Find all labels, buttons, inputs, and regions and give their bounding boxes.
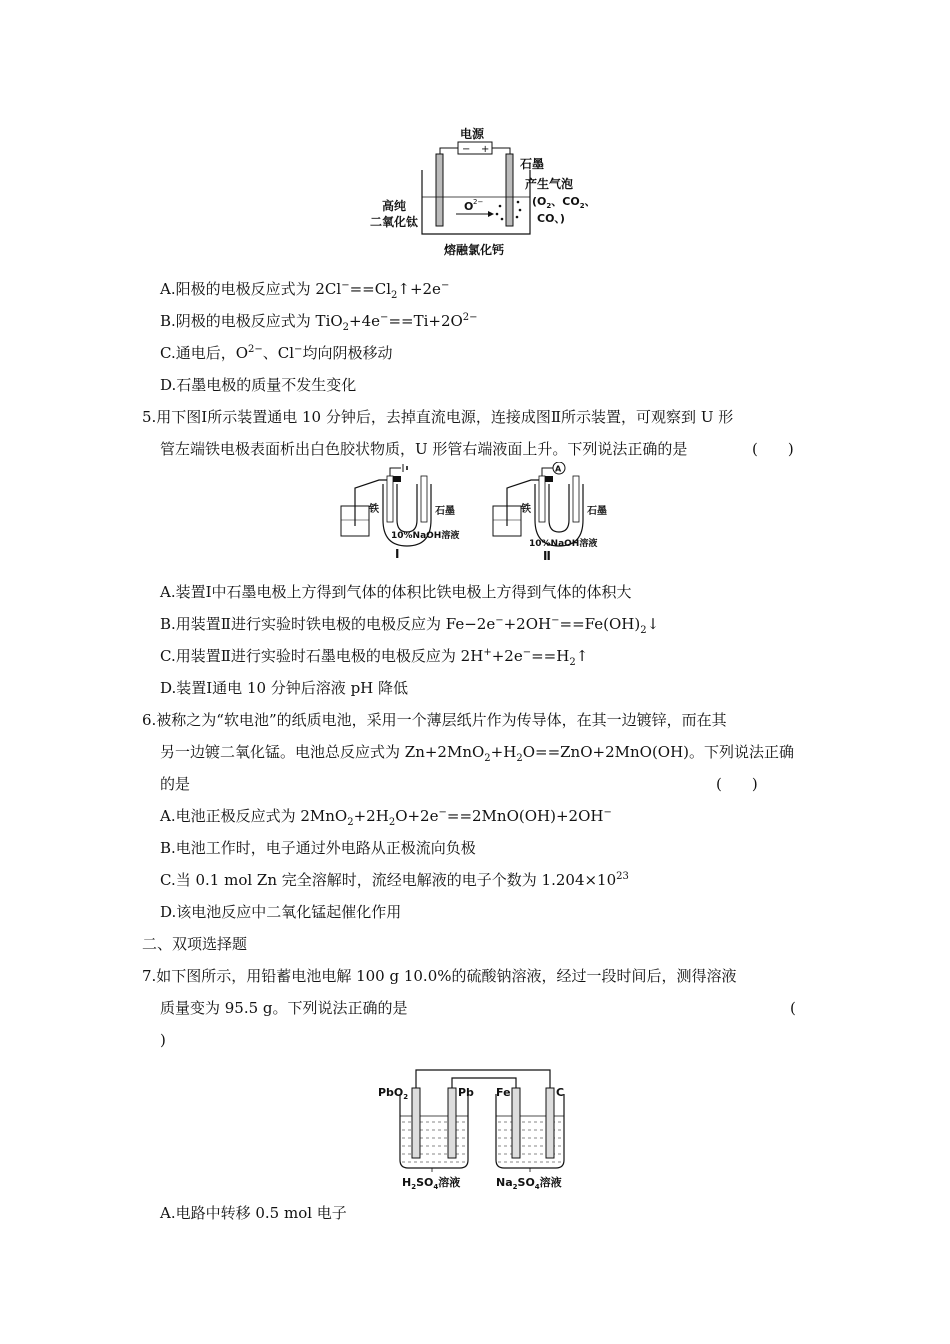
q5-option-a: A.装置Ⅰ中石墨电极上方得到气体的体积比铁电极上方得到气体的体积大 [160, 583, 632, 601]
device-label-1: Ⅰ [395, 547, 400, 561]
gases-label: ($O_2$、$CO_2$、 [532, 195, 596, 210]
q4-option-d: D.石墨电极的质量不发生变化 [160, 376, 357, 394]
left-electrode [436, 154, 443, 226]
q7-stem-line1: 7.如下图所示，用铅蓄电池电解 100 g 10.0%的硫酸钠溶液，经过一段时间后，测得溶液 [142, 967, 737, 985]
fe-electrode [512, 1088, 520, 1158]
q6-answer-paren: ( ) [716, 775, 758, 793]
left-label-2: 二氧化钛 [370, 215, 419, 229]
bottom-label: 熔融氯化钙 [444, 243, 505, 257]
q5-option-c: C.用装置Ⅱ进行实验时石墨电极的电极反应为 $2H^++2e^-==H_2↑$ [160, 647, 589, 668]
q6-option-a: A.电池正极反应式为 $2MnO_2+2H_2O+2e^-==2MnO(OH)+2OH^-$ [160, 807, 612, 828]
pbo2-electrode [412, 1088, 420, 1158]
q6-option-d: D.该电池反应中二氧化锰起催化作用 [160, 903, 402, 921]
q4-option-c: C.通电后，$O^{2-}$、Cl−均向阴极移动 [160, 344, 393, 362]
bubble [501, 218, 504, 221]
pb-electrode [448, 1088, 456, 1158]
power-plus: + [481, 144, 490, 155]
power-label: 电源 [460, 127, 485, 141]
na2so4-label: $Na_2SO_4$溶液 [496, 1176, 562, 1191]
iron-electrode-1 [387, 476, 393, 522]
q6-stem-line2: 另一边镀二氧化锰。电池总反应式为 $Zn+2MnO_2+H_2O==ZnO+2MnO(OH)$。下列说法正确 [160, 743, 795, 764]
lead-battery-electrolysis-figure [372, 1064, 592, 1194]
ion-label: O [464, 200, 474, 213]
right-electrode [506, 154, 513, 226]
ion-arrow-head [488, 211, 494, 217]
h2so4-label: $H_2SO_4$溶液 [402, 1176, 461, 1191]
ion-charge: 2− [473, 198, 484, 206]
device-label-2: Ⅱ [543, 549, 551, 563]
q6-option-b: B.电池工作时，电子通过外电路从正极流向负极 [160, 839, 476, 857]
bubble [496, 213, 499, 216]
fe-label: Fe [496, 1086, 511, 1099]
q7-paren-close: ) [160, 1031, 166, 1049]
section-heading: 二、双项选择题 [142, 935, 248, 953]
graphite-electrode-1 [421, 476, 427, 522]
u-tube-apparatus-figure [335, 462, 625, 570]
ammeter-label: A [555, 464, 562, 474]
c-label: C [556, 1086, 565, 1099]
q7-paren-open: ( [790, 999, 796, 1017]
q6-option-c: C.当 0.1 mol Zn 完全溶解时，流经电解液的电子个数为 $1.204\times 10^{23}$ [160, 871, 629, 889]
q4-option-b: B.阴极的电极反应式为 $TiO_2+4e^-==Ti+2O^{2-}$ [160, 312, 478, 333]
q5-option-d: D.装置Ⅰ通电 10 分钟后溶液 pH 降低 [160, 679, 409, 697]
q6-stem-line1: 6.被称之为“软电池”的纸质电池，采用一个薄层纸片作为传导体，在其一边镀锌，而在其 [142, 711, 727, 729]
gases-label-2: CO、) [537, 212, 565, 225]
graphite-electrode-2 [573, 476, 579, 522]
ammeter-wire-2 [542, 468, 553, 476]
q7-stem-line2: 质量变为 95.5 g。下列说法正确的是 [160, 999, 408, 1017]
naoh-label-2: 10%NaOH溶液 [529, 539, 598, 549]
pb-label: Pb [458, 1086, 474, 1099]
graphite-label: 石墨 [520, 157, 545, 171]
q5-stem-line1: 5.用下图Ⅰ所示装置通电 10 分钟后，去掉直流电源，连接成图Ⅱ所示装置，可观察到 U 形 [142, 408, 734, 426]
bubble [499, 205, 502, 208]
bubble [517, 201, 520, 204]
bubble [516, 216, 519, 219]
power-minus: − [462, 144, 471, 155]
left-label-1: 高纯 [382, 199, 407, 213]
battery-wire-1 [390, 468, 401, 476]
graphite-label-2: 石墨 [587, 506, 607, 517]
electrolysis-tio2-figure [360, 122, 620, 262]
bubbles-label: 产生气泡 [525, 177, 574, 191]
pbo2-label: PbO$_2$ [378, 1086, 409, 1101]
q4-option-a: A.阳极的电极反应式为 $2Cl^-==Cl_2↑+2e^-$ [160, 280, 450, 301]
naoh-label-1: 10%NaOH溶液 [391, 531, 460, 541]
q7-option-a: A.电路中转移 0.5 mol 电子 [160, 1204, 347, 1222]
graphite-label-1: 石墨 [435, 506, 455, 517]
q6-stem-line3: 的是 [160, 775, 191, 793]
beaker-left [400, 1094, 468, 1168]
outer-wire [416, 1070, 550, 1088]
q5-stem-line2: 管左端铁电极表面析出白色胶状物质，U 形管右端液面上升。下列说法正确的是 [160, 440, 688, 458]
iron-electrode-2 [539, 476, 545, 522]
q5-option-b: B.用装置Ⅱ进行实验时铁电极的电极反应为 $Fe-2e^-+2OH^-==Fe(OH)_2↓$ [160, 615, 660, 636]
q5-answer-paren: ( ) [752, 440, 794, 458]
iron-label-2: 铁 [521, 504, 531, 515]
iron-label-1: 铁 [369, 504, 379, 515]
bubble [519, 209, 522, 212]
c-electrode [546, 1088, 554, 1158]
